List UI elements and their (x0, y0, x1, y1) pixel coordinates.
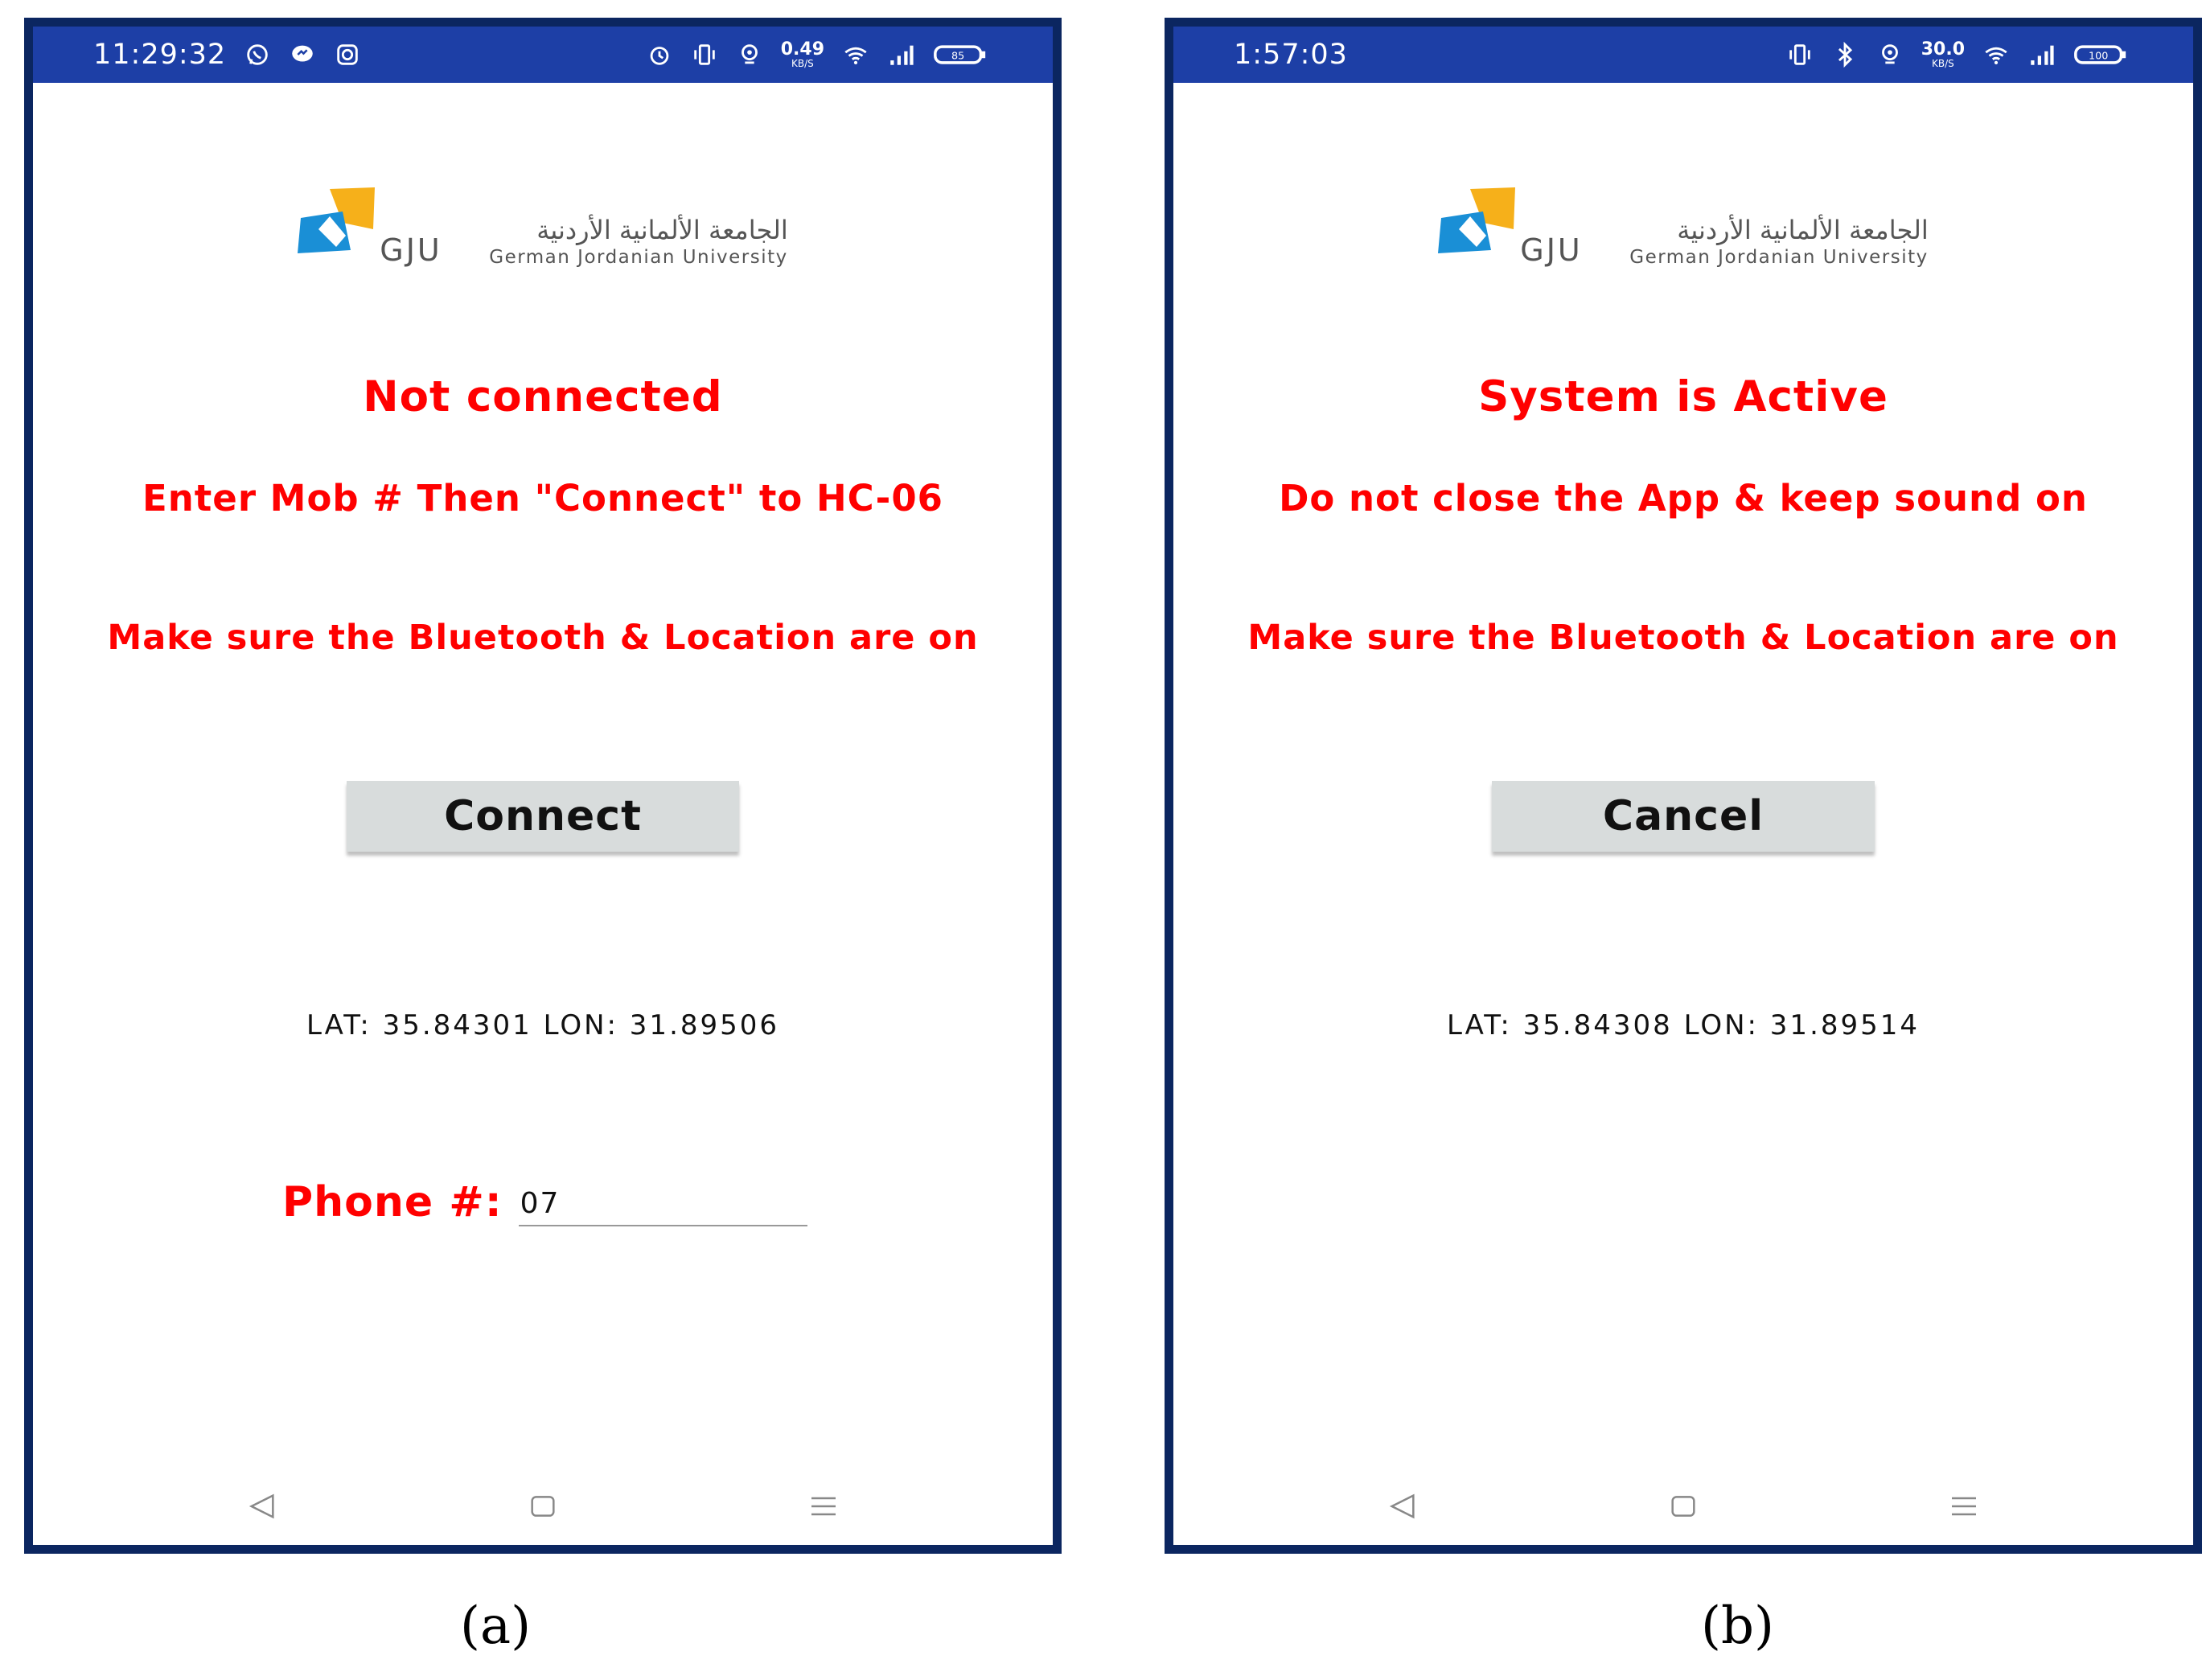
phone-number-row (282, 1178, 807, 1226)
nav-bar (1173, 1490, 2193, 1522)
system-status: System is Active (1478, 372, 1888, 421)
gju-logo-mark: GJU (1438, 187, 1591, 268)
home-button[interactable] (1659, 1490, 1707, 1522)
menu-button[interactable] (799, 1490, 848, 1522)
battery-icon (2073, 41, 2129, 68)
bluetooth-location-notice: Make sure the Bluetooth & Location are on (107, 618, 979, 658)
signal-icon (887, 41, 914, 68)
status-time: 11:29:32 (93, 39, 227, 71)
connect-button[interactable]: Connect (347, 781, 739, 852)
svg-text:100: 100 (2088, 50, 2109, 63)
bluetooth-location-notice: Make sure the Bluetooth & Location are on (1247, 618, 2119, 658)
wifi-icon (1982, 41, 2010, 68)
wifi-icon (842, 41, 869, 68)
location-icon (1876, 41, 1904, 68)
back-icon (1385, 1490, 1420, 1522)
logo-arabic-name: الجامعة الألمانية الأردنية (536, 215, 788, 245)
back-button[interactable] (238, 1490, 286, 1522)
back-button[interactable] (1378, 1490, 1427, 1522)
vibrate-icon (1786, 41, 1814, 68)
net-speed: 30.0 KB/S (1921, 39, 1965, 69)
gju-logo (33, 187, 1053, 268)
menu-button[interactable] (1940, 1490, 1988, 1522)
signal-icon (2027, 41, 2055, 68)
vibrate-icon (691, 41, 718, 68)
back-icon (244, 1490, 280, 1522)
caption-b: (b) (1701, 1596, 1774, 1656)
cancel-button[interactable]: Cancel (1492, 781, 1875, 852)
alarm-icon (646, 41, 673, 68)
location-icon (736, 41, 763, 68)
phone-screen-b (1165, 18, 2202, 1554)
instruction-text: Do not close the App & keep sound on (1279, 477, 2088, 520)
whatsapp-icon (244, 41, 271, 68)
messenger-icon (289, 41, 316, 68)
gju-logo (1173, 187, 2193, 268)
phone-label: Phone #: (282, 1178, 503, 1226)
gju-emblem-icon (298, 187, 378, 268)
logo-english-name: German Jordanian University (489, 247, 788, 268)
instruction-text: Enter Mob # Then "Connect" to HC-06 (142, 477, 943, 520)
status-bar (1173, 27, 2193, 83)
bluetooth-icon (1831, 41, 1859, 68)
gju-logo-mark: GJU (298, 187, 450, 268)
coordinates-readout: LAT: 35.84308 LON: 31.89514 (1446, 1009, 1921, 1041)
logo-arabic-name: الجامعة الألمانية الأردنية (1677, 215, 1929, 245)
home-button[interactable] (519, 1490, 567, 1522)
connection-status: Not connected (363, 372, 723, 421)
menu-icon (804, 1490, 843, 1522)
svg-text:85: 85 (951, 50, 965, 63)
battery-icon (932, 41, 988, 68)
coordinates-readout: LAT: 35.84301 LON: 31.89506 (306, 1009, 780, 1041)
status-time: 1:57:03 (1234, 39, 1348, 71)
net-speed: 0.49 KB/S (780, 39, 824, 69)
phone-number-input[interactable] (519, 1187, 807, 1226)
gju-emblem-icon (1438, 187, 1518, 268)
nav-bar (33, 1490, 1053, 1522)
instagram-icon (334, 41, 361, 68)
caption-a: (a) (460, 1596, 532, 1656)
menu-icon (1945, 1490, 1983, 1522)
home-icon (1666, 1490, 1701, 1522)
status-bar (33, 27, 1053, 83)
logo-english-name: German Jordanian University (1629, 247, 1929, 268)
home-icon (525, 1490, 561, 1522)
phone-screen-a (24, 18, 1062, 1554)
